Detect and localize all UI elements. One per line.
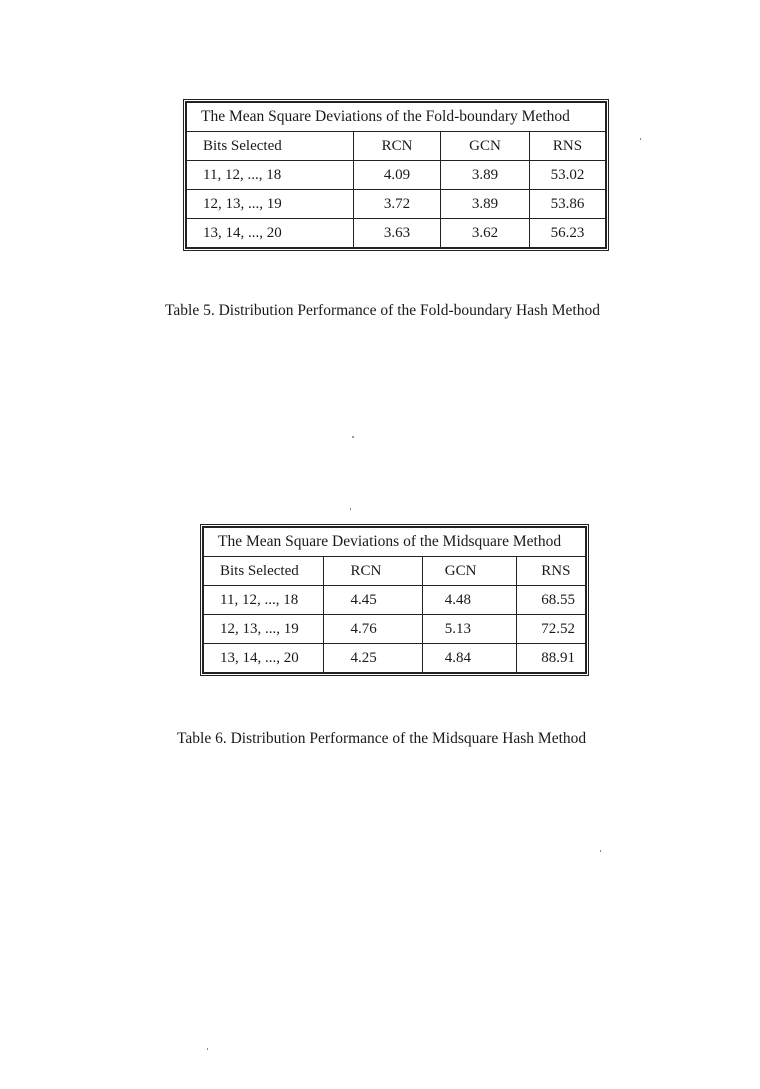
gcn-cell: 3.89: [441, 161, 530, 190]
table-row: [187, 219, 606, 248]
rcn-cell: 4.76: [324, 615, 422, 644]
rns-cell: 72.52: [517, 615, 586, 644]
rcn-cell: 4.25: [324, 644, 422, 673]
bits-selected-cell: 13, 14, ..., 20: [204, 644, 324, 673]
scan-speck: [600, 850, 601, 852]
table-6-caption: Table 6. Distribution Performance of the Midsquare Hash Method: [177, 730, 587, 747]
table-title-row: [187, 103, 606, 132]
rns-cell: 53.86: [530, 190, 606, 219]
scan-speck: [350, 508, 351, 510]
midsquare-table-grid: [203, 527, 586, 673]
table-row: [187, 161, 606, 190]
rns-cell: 68.55: [517, 586, 586, 615]
column-header-rns: RNS: [517, 557, 586, 586]
column-header-bits-selected: Bits Selected: [204, 557, 324, 586]
column-header-rcn: RCN: [354, 132, 441, 161]
table-row: [187, 190, 606, 219]
table-row: [204, 644, 586, 673]
bits-selected-cell: 11, 12, ..., 18: [204, 586, 324, 615]
rcn-cell: 4.09: [354, 161, 441, 190]
table-title: The Mean Square Deviations of the Fold-boundary Method: [187, 103, 606, 132]
scan-speck: [352, 436, 354, 438]
table-header-row: [204, 557, 586, 586]
rns-cell: 56.23: [530, 219, 606, 248]
rcn-cell: 4.45: [324, 586, 422, 615]
bits-selected-cell: 11, 12, ..., 18: [187, 161, 354, 190]
table-title-row: [204, 528, 586, 557]
table-title: The Mean Square Deviations of the Midsquare Method: [204, 528, 586, 557]
bits-selected-cell: 12, 13, ..., 19: [204, 615, 324, 644]
rns-cell: 53.02: [530, 161, 606, 190]
fold-boundary-table: [183, 99, 609, 251]
column-header-gcn: GCN: [441, 132, 530, 161]
gcn-cell: 3.62: [441, 219, 530, 248]
table-header-row: [187, 132, 606, 161]
column-header-bits-selected: Bits Selected: [187, 132, 354, 161]
bits-selected-cell: 13, 14, ..., 20: [187, 219, 354, 248]
fold-boundary-table-grid: [186, 102, 606, 248]
midsquare-table: [200, 524, 589, 676]
gcn-cell: 5.13: [422, 615, 516, 644]
table-row: [204, 615, 586, 644]
gcn-cell: 4.48: [422, 586, 516, 615]
table-row: [204, 586, 586, 615]
column-header-rns: RNS: [530, 132, 606, 161]
rns-cell: 88.91: [517, 644, 586, 673]
rcn-cell: 3.72: [354, 190, 441, 219]
table-5-caption: Table 5. Distribution Performance of the Fold-boundary Hash Method: [165, 302, 600, 319]
scan-speck: [207, 1048, 208, 1050]
column-header-gcn: GCN: [422, 557, 516, 586]
rcn-cell: 3.63: [354, 219, 441, 248]
column-header-rcn: RCN: [324, 557, 422, 586]
scan-speck: [640, 138, 641, 140]
bits-selected-cell: 12, 13, ..., 19: [187, 190, 354, 219]
gcn-cell: 4.84: [422, 644, 516, 673]
gcn-cell: 3.89: [441, 190, 530, 219]
